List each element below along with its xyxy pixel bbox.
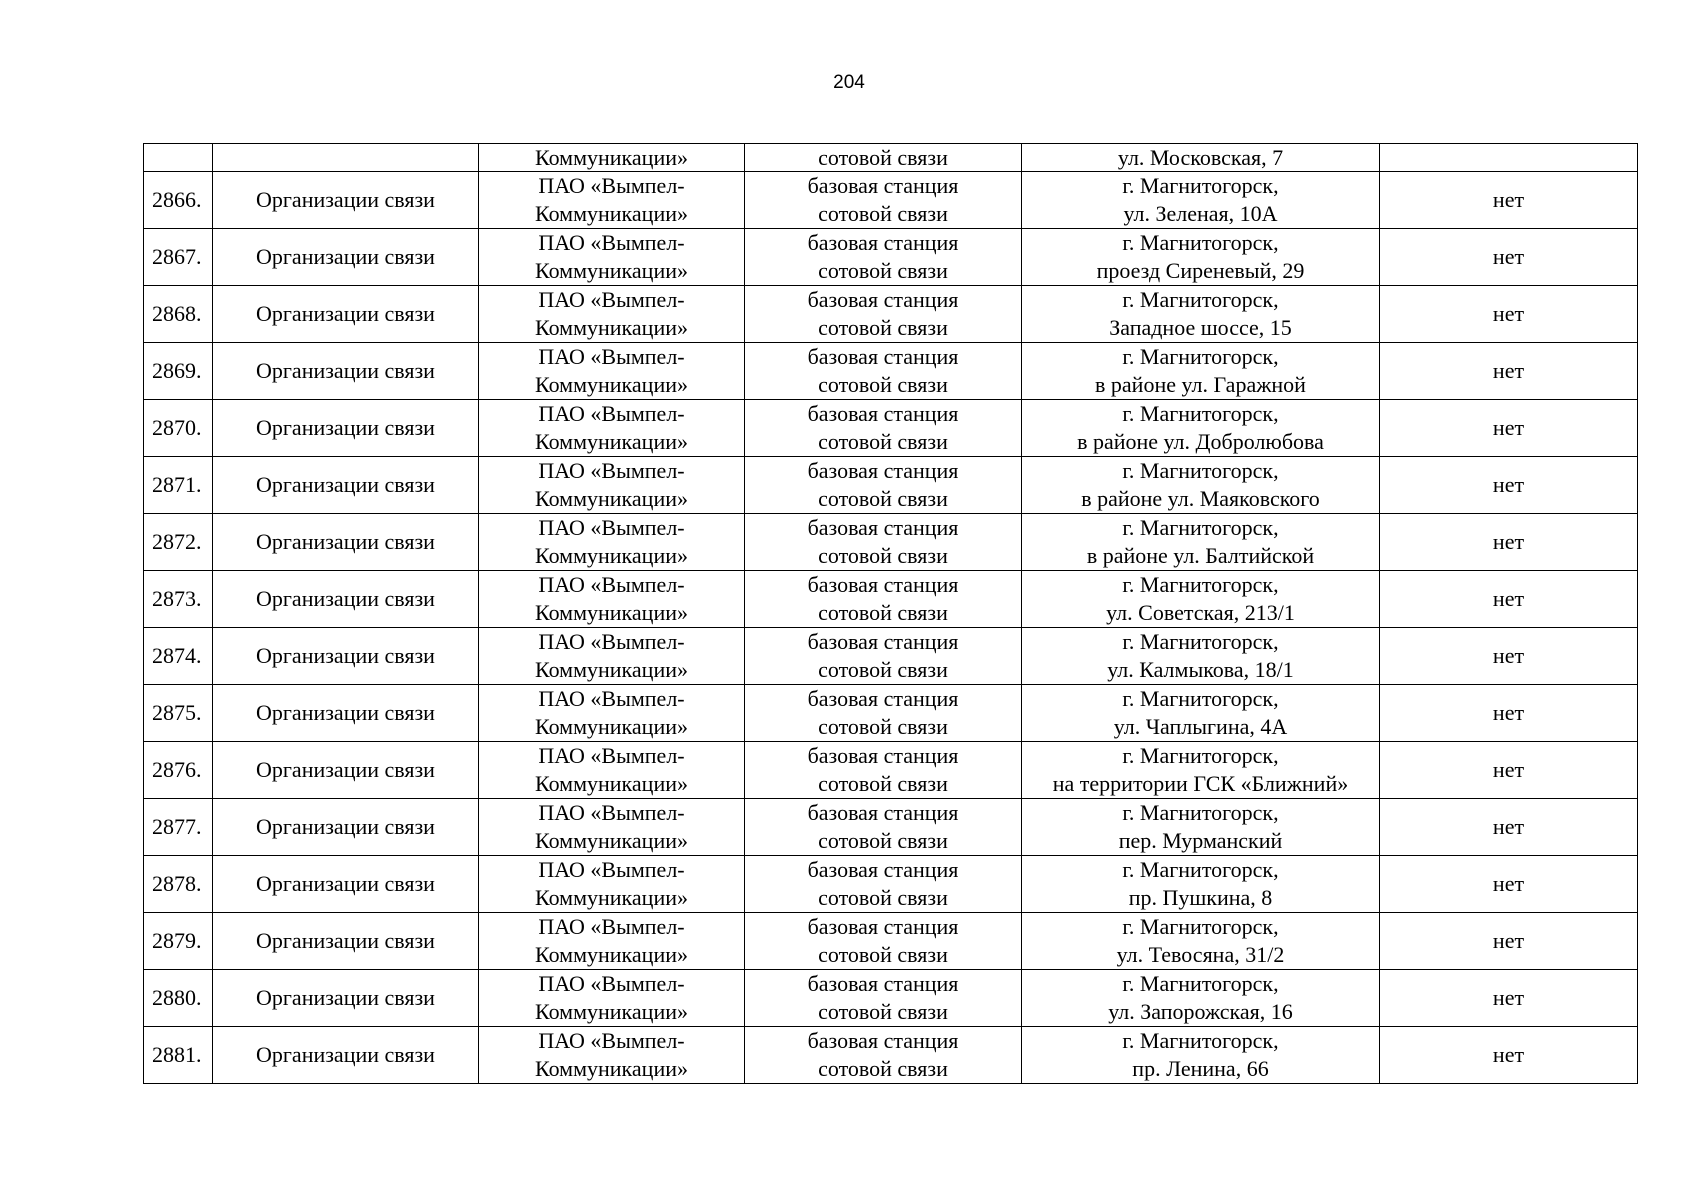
organization-line: ПАО «Вымпел-	[538, 914, 685, 939]
cell-number: 2877.	[144, 799, 213, 856]
cell-number: 2870.	[144, 400, 213, 457]
table-row	[144, 856, 1638, 913]
cell-object-type	[745, 1027, 1022, 1084]
organization-line: ПАО «Вымпел-	[538, 401, 685, 426]
cell-value: нет	[1380, 856, 1638, 913]
cell-value: нет	[1380, 1027, 1638, 1084]
organization-line: Коммуникации»	[535, 258, 688, 283]
cell-value: нет	[1380, 343, 1638, 400]
cell-category	[213, 144, 479, 172]
address-line: г. Магнитогорск,	[1122, 287, 1279, 312]
object-type-line: сотовой связи	[818, 543, 948, 568]
cell-address	[1022, 400, 1380, 457]
table-row	[144, 172, 1638, 229]
cell-object-type	[745, 172, 1022, 229]
cell-organization	[479, 1027, 745, 1084]
cell-object-type	[745, 343, 1022, 400]
cell-category: Организации связи	[213, 628, 479, 685]
organization-line: ПАО «Вымпел-	[538, 629, 685, 654]
cell-address	[1022, 970, 1380, 1027]
cell-organization	[479, 685, 745, 742]
address-line: в районе ул. Маяковского	[1081, 486, 1320, 511]
object-type-line: базовая станция	[807, 515, 959, 540]
cell-number	[144, 144, 213, 172]
table-row	[144, 628, 1638, 685]
address-line: г. Магнитогорск,	[1122, 686, 1279, 711]
cell-number: 2873.	[144, 571, 213, 628]
cell-address	[1022, 457, 1380, 514]
organization-line: Коммуникации»	[535, 372, 688, 397]
table-row	[144, 1027, 1638, 1084]
object-type-line: базовая станция	[807, 914, 959, 939]
address-line: ул. Зеленая, 10А	[1123, 201, 1278, 226]
table-row	[144, 343, 1638, 400]
cell-object-type	[745, 856, 1022, 913]
cell-object-type	[745, 685, 1022, 742]
cell-value: нет	[1380, 286, 1638, 343]
object-type-line: сотовой связи	[818, 258, 948, 283]
address-line: ул. Тевосяна, 31/2	[1116, 942, 1285, 967]
organization-line: ПАО «Вымпел-	[538, 344, 685, 369]
address-line: в районе ул. Гаражной	[1095, 372, 1306, 397]
cell-address	[1022, 799, 1380, 856]
cell-number: 2880.	[144, 970, 213, 1027]
organization-line: Коммуникации»	[535, 315, 688, 340]
cell-address	[1022, 571, 1380, 628]
cell-number: 2866.	[144, 172, 213, 229]
cell-value: нет	[1380, 400, 1638, 457]
cell-organization	[479, 343, 745, 400]
cell-value: нет	[1380, 628, 1638, 685]
table-row	[144, 571, 1638, 628]
organization-line: Коммуникации»	[535, 201, 688, 226]
organization-line: ПАО «Вымпел-	[538, 686, 685, 711]
object-type-line: сотовой связи	[818, 1056, 948, 1081]
address-line: ул. Запорожская, 16	[1108, 999, 1293, 1024]
organization-line: Коммуникации»	[535, 600, 688, 625]
cell-organization	[479, 913, 745, 970]
object-type-line: базовая станция	[807, 857, 959, 882]
cell-object-type	[745, 229, 1022, 286]
cell-address	[1022, 1027, 1380, 1084]
object-type-line: сотовой связи	[818, 771, 948, 796]
organization-line: Коммуникации»	[535, 942, 688, 967]
organization-line: Коммуникации»	[535, 543, 688, 568]
cell-category: Организации связи	[213, 457, 479, 514]
continuation-row	[144, 144, 1638, 172]
address-line: в районе ул. Балтийской	[1086, 543, 1315, 568]
cell-organization	[479, 457, 745, 514]
cell-category: Организации связи	[213, 343, 479, 400]
cell-number: 2872.	[144, 514, 213, 571]
address-line: г. Магнитогорск,	[1122, 914, 1279, 939]
cell-object-type	[745, 457, 1022, 514]
registry-table	[143, 143, 1638, 1084]
cell-organization	[479, 286, 745, 343]
object-type-line: базовая станция	[807, 800, 959, 825]
object-type-line: базовая станция	[807, 572, 959, 597]
cell-organization	[479, 571, 745, 628]
organization-line: ПАО «Вымпел-	[538, 572, 685, 597]
address-line: г. Магнитогорск,	[1122, 515, 1279, 540]
cell-category: Организации связи	[213, 571, 479, 628]
cell-address	[1022, 742, 1380, 799]
organization-line: Коммуникации»	[535, 429, 688, 454]
cell-value: нет	[1380, 799, 1638, 856]
organization-line: ПАО «Вымпел-	[538, 971, 685, 996]
object-type-line: базовая станция	[807, 743, 959, 768]
organization-line: Коммуникации»	[535, 657, 688, 682]
table-row	[144, 799, 1638, 856]
table-row	[144, 514, 1638, 571]
address-line: проезд Сиреневый, 29	[1096, 258, 1305, 283]
object-type-line: сотовой связи	[818, 828, 948, 853]
address-line: г. Магнитогорск,	[1122, 230, 1279, 255]
address-line: г. Магнитогорск,	[1122, 800, 1279, 825]
table-row	[144, 970, 1638, 1027]
address-line: ул. Калмыкова, 18/1	[1107, 657, 1294, 682]
address-line: на территории ГСК «Ближний»	[1052, 771, 1349, 796]
cell-category: Организации связи	[213, 799, 479, 856]
address-line: г. Магнитогорск,	[1122, 971, 1279, 996]
cell-value: нет	[1380, 514, 1638, 571]
cell-category: Организации связи	[213, 913, 479, 970]
organization-line: Коммуникации»	[535, 771, 688, 796]
cell-value	[1380, 144, 1638, 172]
table-row	[144, 286, 1638, 343]
address-line: ул. Советская, 213/1	[1106, 600, 1295, 625]
cell-number: 2879.	[144, 913, 213, 970]
cell-value: нет	[1380, 970, 1638, 1027]
cell-number: 2867.	[144, 229, 213, 286]
cell-value: нет	[1380, 685, 1638, 742]
address-line: в районе ул. Добролюбова	[1077, 429, 1324, 454]
cell-value: нет	[1380, 229, 1638, 286]
object-type-line: базовая станция	[807, 173, 959, 198]
cell-value: нет	[1380, 742, 1638, 799]
table-row	[144, 229, 1638, 286]
cell-organization	[479, 172, 745, 229]
cell-number: 2878.	[144, 856, 213, 913]
organization-line: ПАО «Вымпел-	[538, 173, 685, 198]
cell-object-type: сотовой связи	[745, 144, 1022, 172]
cell-value: нет	[1380, 457, 1638, 514]
address-line: ул. Чаплыгина, 4А	[1113, 714, 1288, 739]
cell-value: нет	[1380, 913, 1638, 970]
address-line: г. Магнитогорск,	[1122, 173, 1279, 198]
cell-organization	[479, 514, 745, 571]
object-type-line: сотовой связи	[818, 999, 948, 1024]
cell-number: 2874.	[144, 628, 213, 685]
organization-line: ПАО «Вымпел-	[538, 800, 685, 825]
object-type-line: сотовой связи	[818, 486, 948, 511]
address-line: г. Магнитогорск,	[1122, 458, 1279, 483]
organization-line: Коммуникации»	[535, 999, 688, 1024]
organization-line: ПАО «Вымпел-	[538, 230, 685, 255]
cell-object-type	[745, 799, 1022, 856]
address-line: г. Магнитогорск,	[1122, 857, 1279, 882]
cell-number: 2881.	[144, 1027, 213, 1084]
cell-address	[1022, 856, 1380, 913]
cell-object-type	[745, 571, 1022, 628]
cell-address: ул. Московская, 7	[1022, 144, 1380, 172]
cell-organization	[479, 970, 745, 1027]
cell-number: 2875.	[144, 685, 213, 742]
cell-address	[1022, 343, 1380, 400]
cell-address	[1022, 172, 1380, 229]
cell-organization	[479, 742, 745, 799]
object-type-line: базовая станция	[807, 287, 959, 312]
cell-address	[1022, 913, 1380, 970]
table-body	[144, 144, 1638, 1084]
cell-category: Организации связи	[213, 856, 479, 913]
cell-object-type	[745, 970, 1022, 1027]
cell-organization	[479, 400, 745, 457]
object-type-line: базовая станция	[807, 458, 959, 483]
organization-line: Коммуникации»	[535, 486, 688, 511]
cell-category: Организации связи	[213, 286, 479, 343]
organization-line: Коммуникации»	[535, 714, 688, 739]
cell-category: Организации связи	[213, 742, 479, 799]
object-type-line: базовая станция	[807, 971, 959, 996]
table-row	[144, 400, 1638, 457]
cell-object-type	[745, 286, 1022, 343]
table-row	[144, 913, 1638, 970]
object-type-line: базовая станция	[807, 230, 959, 255]
cell-number: 2871.	[144, 457, 213, 514]
cell-category: Организации связи	[213, 685, 479, 742]
cell-address	[1022, 229, 1380, 286]
object-type-line: сотовой связи	[818, 201, 948, 226]
cell-number: 2876.	[144, 742, 213, 799]
cell-number: 2868.	[144, 286, 213, 343]
address-line: г. Магнитогорск,	[1122, 572, 1279, 597]
object-type-line: сотовой связи	[818, 372, 948, 397]
object-type-line: сотовой связи	[818, 600, 948, 625]
page-number: 204	[833, 72, 865, 93]
cell-address	[1022, 514, 1380, 571]
cell-value: нет	[1380, 172, 1638, 229]
cell-object-type	[745, 628, 1022, 685]
organization-line: Коммуникации»	[535, 828, 688, 853]
organization-line: ПАО «Вымпел-	[538, 458, 685, 483]
object-type-line: сотовой связи	[818, 315, 948, 340]
cell-address	[1022, 286, 1380, 343]
object-type-line: базовая станция	[807, 686, 959, 711]
object-type-line: базовая станция	[807, 401, 959, 426]
organization-line: Коммуникации»	[535, 885, 688, 910]
address-line: г. Магнитогорск,	[1122, 743, 1279, 768]
cell-organization	[479, 799, 745, 856]
address-line: г. Магнитогорск,	[1122, 401, 1279, 426]
organization-line: ПАО «Вымпел-	[538, 857, 685, 882]
object-type-line: сотовой связи	[818, 942, 948, 967]
cell-organization: Коммуникации»	[479, 144, 745, 172]
address-line: Западное шоссе, 15	[1109, 315, 1292, 340]
cell-category: Организации связи	[213, 970, 479, 1027]
cell-address	[1022, 628, 1380, 685]
cell-object-type	[745, 400, 1022, 457]
object-type-line: базовая станция	[807, 629, 959, 654]
object-type-line: сотовой связи	[818, 657, 948, 682]
object-type-line: сотовой связи	[818, 429, 948, 454]
address-line: пр. Пушкина, 8	[1128, 885, 1273, 910]
cell-number: 2869.	[144, 343, 213, 400]
object-type-line: сотовой связи	[818, 714, 948, 739]
organization-line: ПАО «Вымпел-	[538, 743, 685, 768]
cell-organization	[479, 628, 745, 685]
organization-line: ПАО «Вымпел-	[538, 287, 685, 312]
table-row	[144, 457, 1638, 514]
cell-organization	[479, 229, 745, 286]
object-type-line: базовая станция	[807, 1028, 959, 1053]
cell-category: Организации связи	[213, 172, 479, 229]
table-row	[144, 742, 1638, 799]
table-row	[144, 685, 1638, 742]
address-line: пр. Ленина, 66	[1132, 1056, 1269, 1081]
organization-line: ПАО «Вымпел-	[538, 1028, 685, 1053]
cell-category: Организации связи	[213, 514, 479, 571]
address-line: пер. Мурманский	[1118, 828, 1283, 853]
cell-address	[1022, 685, 1380, 742]
object-type-line: сотовой связи	[818, 885, 948, 910]
cell-object-type	[745, 742, 1022, 799]
organization-line: Коммуникации»	[535, 1056, 688, 1081]
cell-category: Организации связи	[213, 229, 479, 286]
cell-value: нет	[1380, 571, 1638, 628]
address-line: г. Магнитогорск,	[1122, 1028, 1279, 1053]
address-line: г. Магнитогорск,	[1122, 629, 1279, 654]
cell-object-type	[745, 514, 1022, 571]
cell-category: Организации связи	[213, 1027, 479, 1084]
cell-category: Организации связи	[213, 400, 479, 457]
cell-object-type	[745, 913, 1022, 970]
object-type-line: базовая станция	[807, 344, 959, 369]
address-line: г. Магнитогорск,	[1122, 344, 1279, 369]
organization-line: ПАО «Вымпел-	[538, 515, 685, 540]
cell-organization	[479, 856, 745, 913]
